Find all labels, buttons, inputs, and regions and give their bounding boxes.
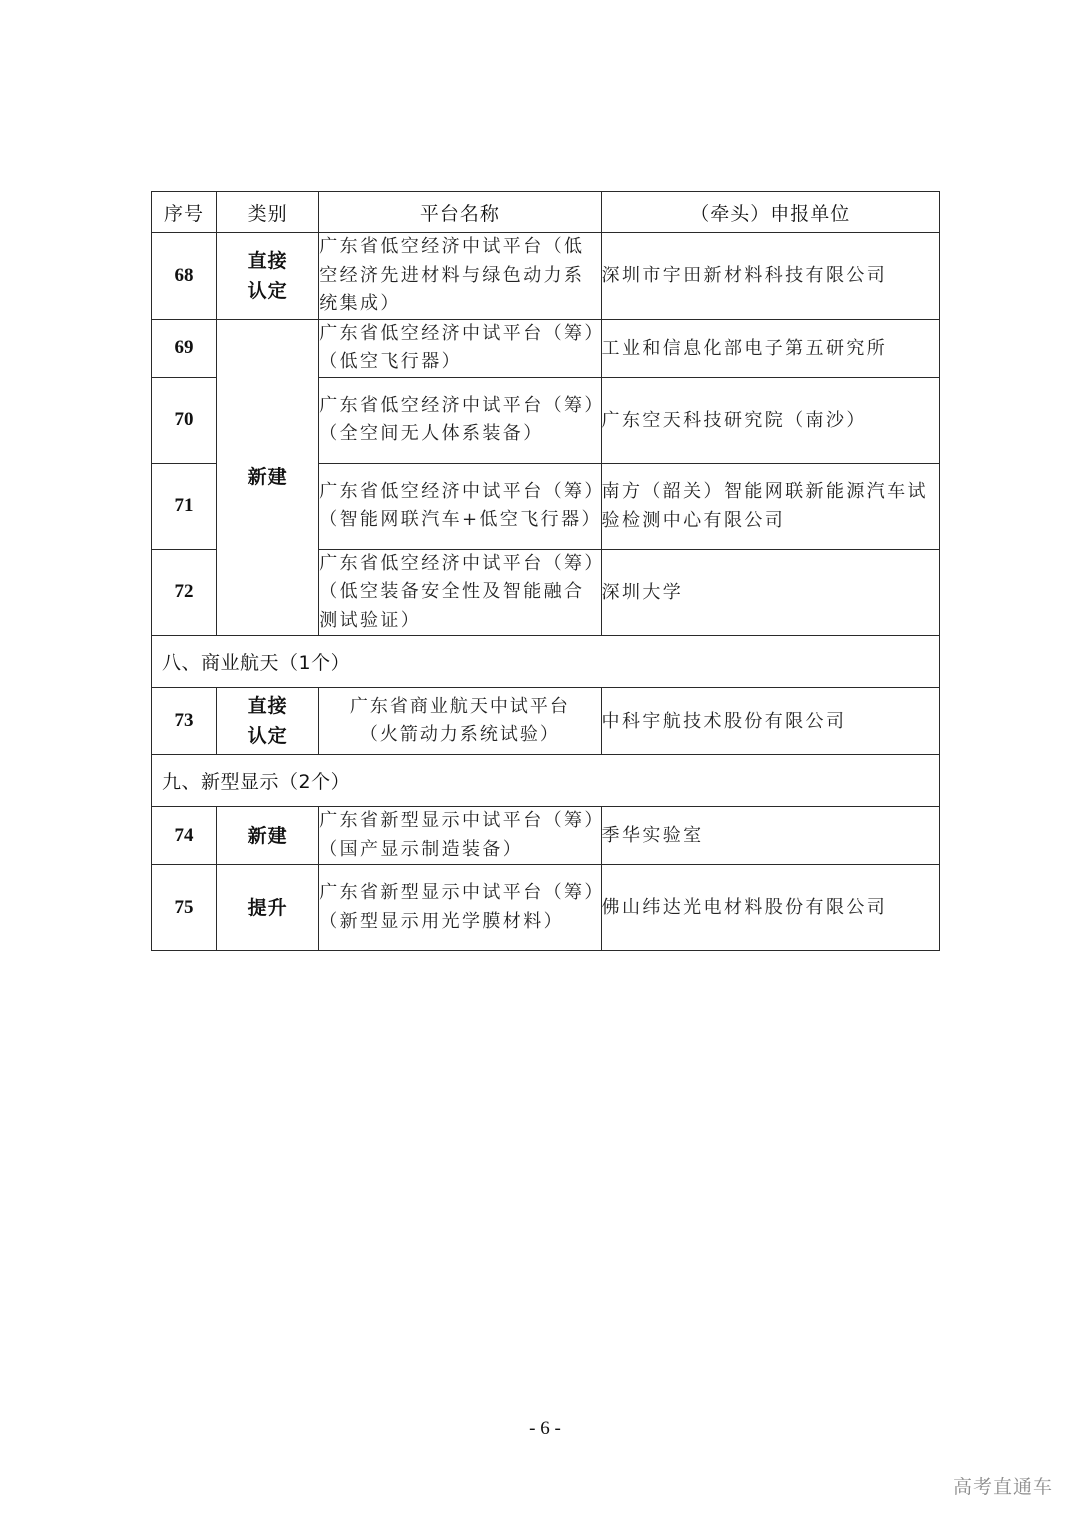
category-line: 直接 bbox=[247, 695, 288, 717]
row-applicant: 南方（韶关）智能网联新能源汽车试验检测中心有限公司 bbox=[601, 463, 939, 549]
row-platform-name: 广东省低空经济中试平台（筹）（低空装备安全性及智能融合测试验证） bbox=[319, 549, 601, 636]
row-no: 74 bbox=[152, 807, 217, 865]
row-no: 68 bbox=[152, 233, 217, 320]
row-platform-name: 广东省新型显示中试平台（筹）（新型显示用光学膜材料） bbox=[319, 865, 601, 951]
section-title: 九、新型显示（2个） bbox=[152, 755, 940, 807]
row-no: 72 bbox=[152, 549, 217, 636]
row-applicant: 深圳大学 bbox=[601, 549, 939, 636]
table-row bbox=[152, 807, 940, 865]
row-platform-name bbox=[319, 688, 601, 755]
row-platform-name: 广东省低空经济中试平台（筹）（低空飞行器） bbox=[319, 319, 601, 377]
row-no: 71 bbox=[152, 463, 217, 549]
category-line: 直接 bbox=[247, 249, 288, 272]
platform-name-line: （火箭动力系统试验） bbox=[359, 724, 560, 745]
header-platform-name: 平台名称 bbox=[319, 192, 601, 233]
row-applicant: 中科宇航技术股份有限公司 bbox=[601, 688, 939, 755]
header-applicant: （牵头）申报单位 bbox=[601, 192, 939, 233]
category-line: 认定 bbox=[247, 279, 288, 302]
row-applicant: 深圳市宇田新材料科技有限公司 bbox=[601, 233, 939, 320]
row-platform-name: 广东省低空经济中试平台（筹）（全空间无人体系装备） bbox=[319, 377, 601, 463]
table-row bbox=[152, 865, 940, 951]
page-number: - 6 - bbox=[529, 1418, 561, 1439]
table-row bbox=[152, 319, 940, 377]
header-no: 序号 bbox=[152, 192, 217, 233]
section-header-row bbox=[152, 636, 940, 688]
row-category bbox=[217, 233, 319, 320]
category-line: 认定 bbox=[247, 725, 288, 747]
row-applicant: 季华实验室 bbox=[601, 807, 939, 865]
table-header-row bbox=[152, 192, 940, 233]
row-platform-name: 广东省低空经济中试平台（低空经济先进材料与绿色动力系统集成） bbox=[319, 233, 601, 320]
row-platform-name: 广东省新型显示中试平台（筹）（国产显示制造装备） bbox=[319, 807, 601, 865]
row-category bbox=[217, 688, 319, 755]
row-applicant: 工业和信息化部电子第五研究所 bbox=[601, 319, 939, 377]
row-no: 75 bbox=[152, 865, 217, 951]
row-category: 新建 bbox=[217, 807, 319, 865]
row-applicant: 广东空天科技研究院（南沙） bbox=[601, 377, 939, 463]
row-no: 73 bbox=[152, 688, 217, 755]
platform-list-table bbox=[151, 191, 940, 951]
section-header-row bbox=[152, 755, 940, 807]
watermark: 高考直通车 bbox=[952, 1476, 1053, 1498]
row-category-merged: 新建 bbox=[217, 319, 319, 636]
row-applicant: 佛山纬达光电材料股份有限公司 bbox=[601, 865, 939, 951]
platform-name-line: 广东省商业航天中试平台 bbox=[349, 695, 570, 717]
row-category: 提升 bbox=[217, 865, 319, 951]
row-platform-name: 广东省低空经济中试平台（筹）（智能网联汽车+低空飞行器） bbox=[319, 463, 601, 549]
header-category: 类别 bbox=[217, 192, 319, 233]
table-row bbox=[152, 233, 940, 320]
row-no: 69 bbox=[152, 319, 217, 377]
table-row bbox=[152, 688, 940, 755]
row-no: 70 bbox=[152, 377, 217, 463]
section-title: 八、商业航天（1个） bbox=[152, 636, 940, 688]
